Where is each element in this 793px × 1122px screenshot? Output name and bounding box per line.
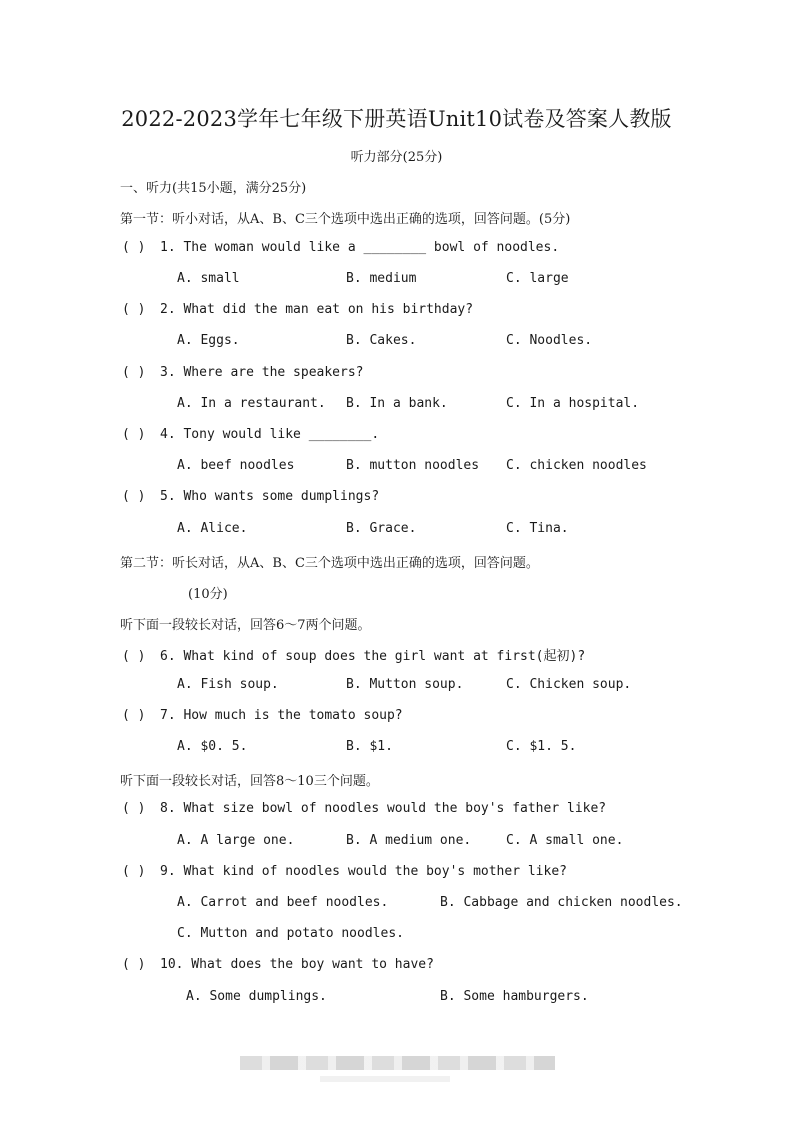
question-stem: 2. What did the man eat on his birthday?: [160, 302, 474, 317]
option-c: C. $1. 5.: [506, 739, 577, 754]
option-a: A. A large one.: [177, 833, 295, 848]
option-c: C. Chicken soup.: [506, 677, 632, 692]
option-a: A. Some dumplings.: [186, 989, 327, 1004]
question-stem: 3. Where are the speakers?: [160, 365, 364, 380]
option-b: B. Grace.: [346, 521, 417, 536]
question-2: [122, 302, 473, 317]
option-a: A. Eggs.: [177, 333, 240, 348]
question-stem: 6. What kind of soup does the girl want at first(起初)?: [160, 649, 586, 664]
question-stem: 4. Tony would like ________.: [160, 427, 380, 442]
question-5: [122, 489, 379, 504]
answer-blank[interactable]: ( ): [122, 708, 146, 723]
part1-instruction: 第一节：听小对话，从A、B、C三个选项中选出正确的选项，回答问题。(5分): [120, 212, 571, 227]
part2-points: (10分): [188, 587, 228, 602]
page-title: 2022-2023学年七年级下册英语Unit10试卷及答案人教版: [121, 107, 672, 131]
option-b: B. Some hamburgers.: [440, 989, 589, 1004]
question-stem: 1. The woman would like a ________ bowl of noodles.: [160, 240, 560, 255]
option-a: A. $0. 5.: [177, 739, 248, 754]
dialogue-intro-6-7: 听下面一段较长对话，回答6～7两个问题。: [120, 618, 371, 633]
option-a: A. Carrot and beef noodles.: [177, 895, 389, 910]
option-a: A. small: [177, 271, 240, 286]
question-stem: 5. Who wants some dumplings?: [160, 489, 380, 504]
question-stem: 9. What kind of noodles would the boy's mother like?: [160, 864, 567, 879]
blurred-footer: [240, 1056, 555, 1070]
option-b: B. In a bank.: [346, 396, 448, 411]
option-c: C. Noodles.: [506, 333, 593, 348]
answer-blank[interactable]: ( ): [122, 489, 146, 504]
option-a: A. In a restaurant.: [177, 396, 326, 411]
dialogue-intro-8-10: 听下面一段较长对话，回答8～10三个问题。: [120, 774, 379, 789]
answer-blank[interactable]: ( ): [122, 302, 146, 317]
option-a: A. Fish soup.: [177, 677, 279, 692]
question-stem: 10. What does the boy want to have?: [160, 957, 434, 972]
blurred-footer-sub: [320, 1076, 450, 1082]
option-b: B. Mutton soup.: [346, 677, 464, 692]
option-c: C. large: [506, 271, 569, 286]
page-subtitle: 听力部分(25分): [350, 150, 443, 165]
question-10: [122, 957, 434, 972]
answer-blank[interactable]: ( ): [122, 427, 146, 442]
option-b: B. $1.: [346, 739, 393, 754]
option-c: C. chicken noodles: [506, 458, 647, 473]
answer-blank[interactable]: ( ): [122, 240, 146, 255]
section-heading: 一、听力(共15小题，满分25分): [120, 181, 307, 196]
option-c: C. A small one.: [506, 833, 624, 848]
part2-instruction: 第二节：听长对话，从A、B、C三个选项中选出正确的选项，回答问题。: [120, 556, 539, 571]
option-b: B. medium: [346, 271, 417, 286]
answer-blank[interactable]: ( ): [122, 957, 146, 972]
option-c: C. In a hospital.: [506, 396, 640, 411]
question-9: [122, 864, 567, 879]
answer-blank[interactable]: ( ): [122, 365, 146, 380]
answer-blank[interactable]: ( ): [122, 801, 146, 816]
option-c: C. Tina.: [506, 521, 569, 536]
option-a: A. Alice.: [177, 521, 248, 536]
question-4: [122, 427, 379, 442]
question-1: [122, 240, 559, 255]
option-b: B. Cakes.: [346, 333, 417, 348]
question-8: [122, 801, 606, 816]
answer-blank[interactable]: ( ): [122, 649, 146, 664]
option-b: B. mutton noodles: [346, 458, 480, 473]
question-7: [122, 708, 403, 723]
question-6: [122, 645, 585, 664]
option-a: A. beef noodles: [177, 458, 295, 473]
option-b: B. A medium one.: [346, 833, 472, 848]
option-c: C. Mutton and potato noodles.: [177, 926, 404, 941]
question-stem: 8. What size bowl of noodles would the boy's father like?: [160, 801, 607, 816]
answer-blank[interactable]: ( ): [122, 864, 146, 879]
question-stem: 7. How much is the tomato soup?: [160, 708, 403, 723]
option-b: B. Cabbage and chicken noodles.: [440, 895, 683, 910]
question-3: [122, 365, 364, 380]
